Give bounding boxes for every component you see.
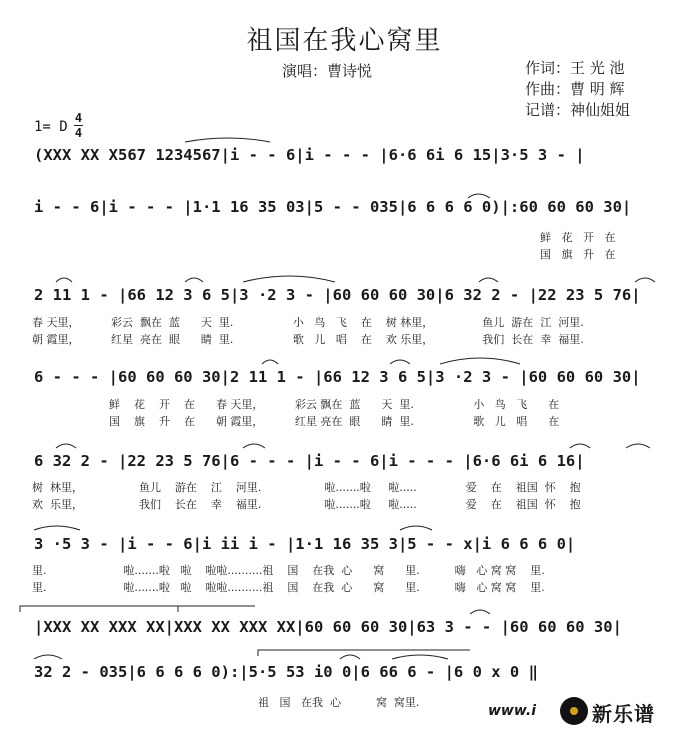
slur-arc — [34, 526, 80, 530]
repeat-bracket-2 — [258, 650, 470, 656]
lyric-line-2b: 国 旗 升 在 — [540, 248, 616, 261]
vinyl-disc-icon — [560, 697, 588, 725]
score-line-1: (XXX XX X567 1234567|i - - 6|i - - - |6·6 6i 6 15|3·5 3 - | — [34, 146, 585, 164]
repeat-bracket-1 — [20, 606, 255, 612]
lyric-line-5a: 树 林里， 鱼儿 游在 江 河里. 啦.......啦 啦..... 爱 在 祖国 怀 抱 — [32, 481, 581, 494]
slur-arc — [56, 278, 72, 282]
score-line-4: 6 - - - |60 60 60 30|2 11 1 - |66 12 3 6 5|3 ·2 3 - |60 60 60 30| — [34, 368, 641, 386]
slur-arc — [390, 360, 410, 364]
time-signature-top: 4 — [74, 111, 83, 125]
credits-block — [525, 58, 630, 121]
slur-arc — [185, 278, 203, 282]
watermark — [486, 694, 689, 732]
watermark-brand: 新乐谱 — [592, 702, 655, 726]
score-line-3: 2 11 1 - |66 12 3 6 5|3 ·2 3 - |60 60 60 30|6 32 2 - |22 23 5 76| — [34, 286, 641, 304]
slur-arc — [340, 655, 360, 659]
slur-arc — [635, 278, 655, 282]
lyric-line-5b: 欢 乐里， 我们 长在 幸 福里. 啦.......啦 啦..... 爱 在 祖国 怀 抱 — [32, 498, 581, 511]
slur-arc — [56, 444, 76, 448]
score-line-6: 3 ·5 3 - |i - - 6|i ii i - |1·1 16 35 3|5 - - x|i 6 6 6 0| — [34, 535, 576, 553]
lyric-line-6a: 里. 啦.......啦 啦 啦啦..........祖 国 在我 心 窝 里. 嗨 心 窝 窝 里. — [32, 564, 545, 577]
score-line-2: i - - 6|i - - - |1·1 16 35 03|5 - - 035|6 6 6 6 0)|:60 60 60 30| — [34, 198, 632, 216]
lyricist-credit: 作词：王 光 池 — [525, 59, 625, 77]
lyric-line-3a: 春 天里， 彩云 飘在 蓝 天 里. 小 鸟 飞 在 树 林里， 鱼儿 游在 江 河里. — [32, 316, 584, 329]
slur-arc — [185, 138, 270, 142]
slur-arc — [243, 276, 335, 282]
watermark-url: www.i — [488, 703, 537, 719]
singer-credit: 演唱：曹诗悦 — [282, 62, 373, 80]
slur-arc — [479, 278, 498, 282]
slur-arc — [262, 360, 278, 364]
slur-arc — [243, 444, 265, 448]
lyric-line-4b: 国 旗 升 在 朝 霞里， 红星 亮在 眼 睛 里. 歌 儿 唱 在 — [109, 415, 560, 428]
slur-arc — [470, 610, 490, 614]
transcriber-credit: 记谱：神仙姐姐 — [525, 101, 631, 119]
slur-arc — [34, 655, 62, 659]
lyric-line-3b: 朝 霞里， 红星 亮在 眼 睛 里. 歌 儿 唱 在 欢 乐里， 我们 长在 幸 福里. — [32, 333, 584, 346]
key-signature: 1= D — [34, 119, 68, 135]
slur-arc — [570, 444, 590, 448]
time-signature-bottom: 4 — [74, 126, 83, 140]
slur-arc — [400, 526, 432, 530]
score-line-5: 6 32 2 - |22 23 5 76|6 - - - |i - - 6|i - - - |6·6 6i 6 16| — [34, 452, 585, 470]
slur-arc — [440, 358, 520, 364]
time-signature — [74, 112, 83, 139]
composer-credit: 作曲：曹 明 辉 — [525, 80, 625, 98]
song-title: 祖国在我心窝里 — [246, 26, 443, 56]
lyric-line-2a: 鲜 花 开 在 — [540, 231, 616, 244]
lyric-line-6b: 里. 啦.......啦 啦 啦啦..........祖 国 在我 心 窝 里. 嗨 心 窝 窝 里. — [32, 581, 545, 594]
lyric-line-8: 祖 国 在我 心 窝 窝里. — [258, 696, 420, 709]
slur-arc — [626, 444, 650, 448]
lyric-line-4a: 鲜 花 开 在 春 天里， 彩云 飘在 蓝 天 里. 小 鸟 飞 在 — [109, 398, 560, 411]
score-line-8: 32 2 - 035|6 6 6 6 0):|5·5 53 i0 0|6 66 6 - |6 0 x 0 ‖ — [34, 663, 538, 681]
slur-arc — [392, 655, 448, 659]
score-line-7: |XXX XX XXX XX|XXX XX XXX XX|60 60 60 30|63 3 - - |60 60 60 30| — [34, 618, 622, 636]
